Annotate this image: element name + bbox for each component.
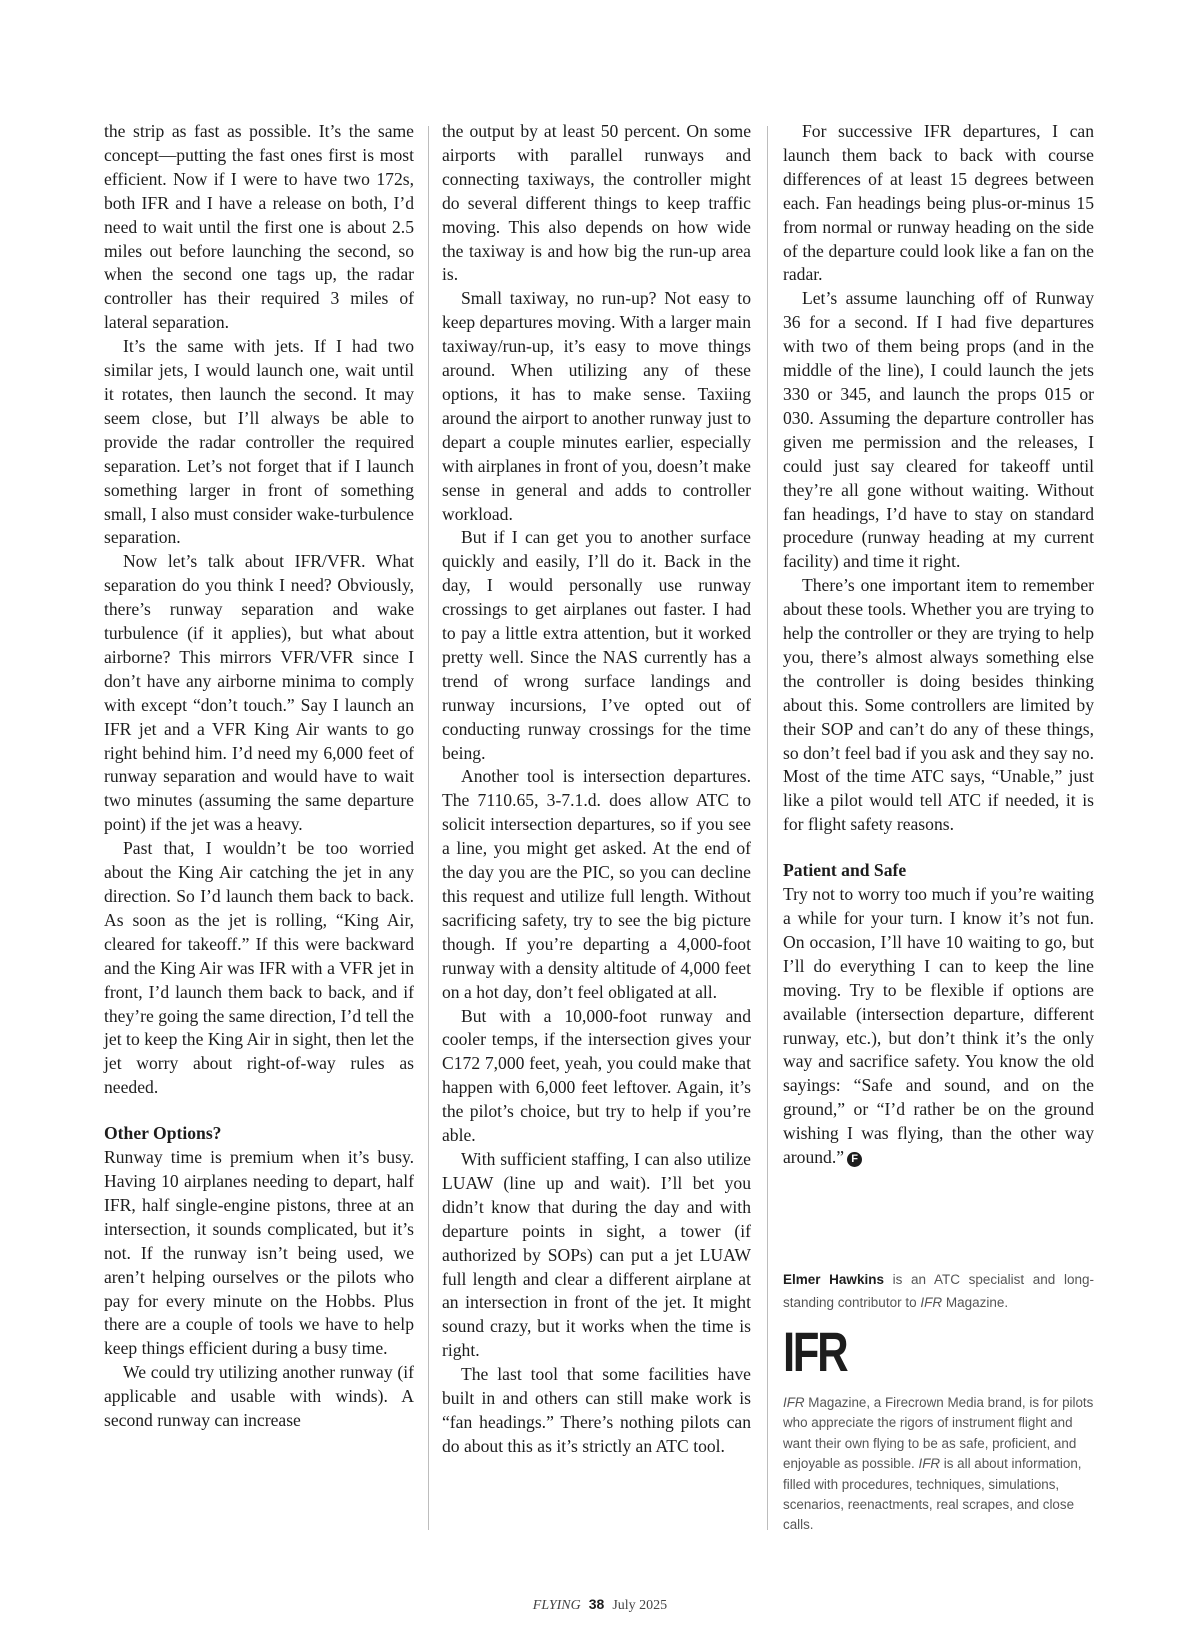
page-footer xyxy=(0,1596,1200,1614)
paragraph: With sufficient staffing, I can also utilize LUAW (line up and wait). I’ll bet you didn’t know that during the day and with departure points in sight, a tower (if authorized by SOPs) can put a jet LUAW full length and clear a different airplane at an intersection in front of the jet. It might sound crazy, but it works when the time is right. xyxy=(442,1148,751,1361)
author-bio xyxy=(783,1268,1094,1314)
footer-magazine: FLYING xyxy=(532,1598,581,1613)
magazine-about xyxy=(783,1393,1094,1536)
paragraph: It’s the same with jets. If I had two similar jets, I would launch one, wait until it rotates, then launch the second. It may seem close, but I’ll always be able to provide the radar controller the required separation. Let’s not forget that if I launch something larger in front of something small, I also must consider wake-turbulence separation. xyxy=(104,336,414,548)
paragraph: Past that, I wouldn’t be too worried about the King Air catching the jet in any direction. So I’d launch them back to back. As soon as the jet is rolling, “King Air, cleared for takeoff.” If this were backward and the King Air was IFR with a VFR jet in front, I’d launch them back to back, and if they’re going the same direction, I’d tell the jet to keep the King Air in sight, then let the jet worry about right-of-way rules as needed. xyxy=(104,838,414,1098)
paragraph: We could try utilizing another runway (if applicable and usable with winds). A second runway can increase xyxy=(104,1362,414,1431)
magazine-name: IFR xyxy=(920,1295,943,1310)
end-of-story-icon: F xyxy=(847,1152,862,1167)
paragraph-text: Try not to worry too much if you’re waiting a while for your turn. I know it’s not fun. On occasion, I’ll have 10 waiting to go, but I’ll do everything I can to keep the line moving. Try to be flexible if options are available (intersection departure, different runway, etc.), but don’t think it’s the only way and sacrifice safety. You know the old sayings: “Safe and sound, and on the ground,” or “I’d rather be on the ground wishing I was flying, than the other way around.” xyxy=(783,884,1094,1168)
author-name: Elmer Hawkins xyxy=(783,1272,884,1287)
paragraph: the output by at least 50 percent. On some airports with parallel runways and connecting taxiways, the controller might do several different things to keep traffic moving. This also depends on how wide the taxiway is and how big the run-up area is. xyxy=(442,121,751,285)
paragraph: But with a 10,000-foot runway and cooler temps, if the intersection gives your C172 7,000 feet, yeah, you could make that happen with 6,000 feet leftover. Again, it’s the pilot’s choice, but try to help if you’re able. xyxy=(442,1005,751,1146)
magazine-name: IFR xyxy=(783,1395,805,1410)
paragraph: Another tool is intersection departures. The 7110.65, 3-7.1.d. does allow ATC to solicit intersection departures, so if you see a line, you might get asked. At the end of the day you are the PIC, so you can decline this request and utilize full length. Without sacrificing safety, try to see the big picture though. If you’re departing a 4,000-foot runway with a density altitude of 4,000 feet on a hot day, don’t feel obligated at all. xyxy=(442,766,751,1002)
paragraph: the strip as fast as possible. It’s the same concept—putting the fast ones first is most efficient. Now if I were to have two 172s, both IFR and I have a release on both, I’d need to wait until the first one is about 2.5 miles out before launching the second, so when the second one tags up, the radar controller has their required 3 miles of lateral separation. xyxy=(104,121,414,333)
paragraph: Now let’s talk about IFR/VFR. What separation do you think I need? Obviously, there’s runway separation and wake turbulence (if it applies), but what about airborne? This mirrors VFR/VFR since I don’t have any airborne minima to comply with except “don’t touch.” Say I launch an IFR jet and a VFR King Air wants to go right behind him. I’d need my 6,000 feet of runway separation and would have to wait two minutes (assuming the same departure point) if the jet was a heavy. xyxy=(104,551,414,835)
paragraph-final xyxy=(783,883,1094,1170)
column-divider xyxy=(767,126,768,1530)
paragraph: Small taxiway, no run-up? Not easy to keep departures moving. With a larger main taxiway/run-up, it’s easy to move things around. When utilizing any of these options, it has to make sense. Taxiing around the airport to another runway just to depart a couple minutes earlier, especially with airplanes in front of you, doesn’t make sense in general and adds to controller workload. xyxy=(442,288,751,524)
section-heading-other-options: Other Options? xyxy=(104,1123,222,1144)
section-heading-patient-and-safe: Patient and Safe xyxy=(783,860,907,881)
article-column-3 xyxy=(783,120,1094,1170)
about-text: is all about information, filled with procedures, techniques, simulations, scenarios, reenactments, real scrapes, and close calls. xyxy=(783,1456,1082,1533)
ifr-logo: IFR xyxy=(783,1320,847,1383)
about-text: Magazine, a Firecrown Media brand, is for pilots who appreciate the rigors of instrument flight and want their own flying to be as safe, proficient, and enjoyable as possible. xyxy=(783,1395,1094,1472)
bio-text: is an ATC specialist and long-standing contributor to xyxy=(783,1272,1094,1310)
article-column-1 xyxy=(104,120,414,1433)
paragraph: Let’s assume launching off of Runway 36 for a second. If I had five departures with two of them being props (and in the middle of the line), I could launch the jets 330 or 345, and launch the props 015 or 030. Assuming the departure controller has given me permission and the releases, I could just say cleared for takeoff until they’re all gone without waiting. Without fan headings, I’d have to stay on standard procedure (runway heading at my current facility) and time it right. xyxy=(783,288,1094,572)
paragraph: For successive IFR departures, I can launch them back to back with course differences of at least 15 degrees between each. Fan headings being plus-or-minus 15 from normal or runway heading on the side of the departure could look like a fan on the radar. xyxy=(783,121,1094,285)
paragraph: The last tool that some facilities have built in and others can still make work is “fan headings.” There’s nothing pilots can do about this as it’s strictly an ATC tool. xyxy=(442,1364,751,1456)
paragraph: But if I can get you to another surface quickly and easily, I’ll do it. Back in the day, I would personally use runway crossings to get airplanes out faster. I had to pay a little extra attention, but it worked pretty well. Since the NAS currently has a trend of wrong surface landings and runway incursions, I’ve opted out of conducting runway crossings for the time being. xyxy=(442,527,751,763)
page-number: 38 xyxy=(588,1596,605,1612)
column-divider xyxy=(428,126,429,1530)
bio-text: Magazine. xyxy=(942,1295,1009,1310)
paragraph: Runway time is premium when it’s busy. Having 10 airplanes needing to depart, half IFR, half single-engine pistons, three at an intersection, it sounds complicated, but it’s not. If the runway isn’t being used, we aren’t helping ourselves or the pilots who pay for every minute on the Hobbs. Plus there are a couple of tools we have to help keep things efficient during a busy time. xyxy=(104,1147,414,1359)
paragraph: There’s one important item to remember about these tools. Whether you are trying to help the controller or they are trying to help you, there’s almost always something else the controller is doing besides thinking about this. Some controllers are limited by their SOP and can’t do any of these things, so don’t feel bad if you ask and they say no. Most of the time ATC says, “Unable,” just like a pilot would tell ATC if needed, it is for flight safety reasons. xyxy=(783,575,1094,835)
footer-issue: July 2025 xyxy=(612,1598,668,1613)
magazine-name: IFR xyxy=(918,1456,941,1472)
article-column-2 xyxy=(442,120,751,1459)
